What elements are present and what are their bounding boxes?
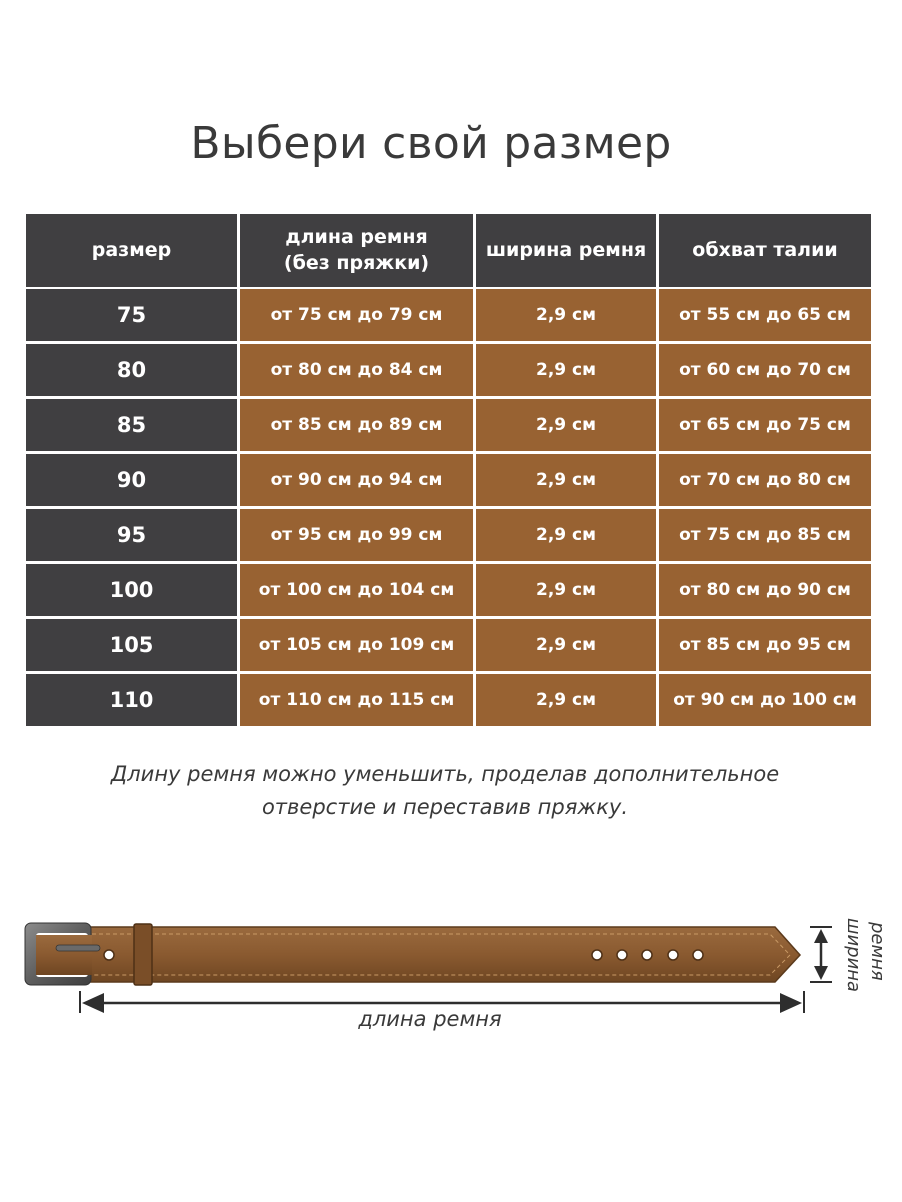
note-text [0,758,890,824]
size-cell: 85 [26,399,237,451]
width-cell: 2,9 см [476,399,656,451]
belt-hole [617,950,627,960]
waist-cell: от 60 см до 70 см [659,344,871,396]
table-row [26,454,871,509]
width-label-line2: ремня [867,922,888,981]
waist-cell: от 80 см до 90 см [659,564,871,616]
header-length-line2: (без пряжки) [283,251,430,274]
table-row [26,289,871,344]
width-cell: 2,9 см [476,674,656,726]
size-cell: 90 [26,454,237,506]
buckle-icon [25,923,100,985]
belt-hole [104,950,114,960]
header-waist: обхват талии [659,214,871,287]
length-cell: от 105 см до 109 см [240,619,473,671]
width-cell: 2,9 см [476,509,656,561]
header-length [240,214,473,287]
length-cell: от 75 см до 79 см [240,289,473,341]
waist-cell: от 75 см до 85 см [659,509,871,561]
size-cell: 110 [26,674,237,726]
width-label-line1: ширина [843,918,864,993]
waist-cell: от 90 см до 100 см [659,674,871,726]
belt-hole [693,950,703,960]
note-line1: Длину ремня можно уменьшить, проделав дополнительное [110,762,780,786]
width-cell: 2,9 см [476,619,656,671]
length-cell: от 100 см до 104 см [240,564,473,616]
length-cell: от 85 см до 89 см [240,399,473,451]
waist-cell: от 65 см до 75 см [659,399,871,451]
width-cell: 2,9 см [476,344,656,396]
size-table [26,214,871,729]
table-row [26,674,871,729]
note-line2: отверстие и переставив пряжку. [261,795,629,819]
belt-hole [592,950,602,960]
header-length-line1: длина ремня [285,225,428,248]
table-row [26,344,871,399]
waist-cell: от 70 см до 80 см [659,454,871,506]
length-cell: от 90 см до 94 см [240,454,473,506]
table-row [26,399,871,454]
size-cell: 100 [26,564,237,616]
waist-cell: от 55 см до 65 см [659,289,871,341]
length-label: длина ремня [358,1007,502,1031]
size-cell: 105 [26,619,237,671]
length-cell: от 110 см до 115 см [240,674,473,726]
belt-hole [668,950,678,960]
width-cell: 2,9 см [476,289,656,341]
belt-hole [642,950,652,960]
width-cell: 2,9 см [476,454,656,506]
table-row [26,509,871,564]
size-cell: 95 [26,509,237,561]
waist-cell: от 85 см до 95 см [659,619,871,671]
width-cell: 2,9 см [476,564,656,616]
belt-keeper [134,924,152,985]
table-row [26,619,871,674]
header-size: размер [26,214,237,287]
width-label [820,910,902,993]
header-width: ширина ремня [476,214,656,287]
size-cell: 80 [26,344,237,396]
page-title: Выбери свой размер [190,118,672,169]
length-cell: от 95 см до 99 см [240,509,473,561]
size-cell: 75 [26,289,237,341]
table-row [26,564,871,619]
table-header-row [26,214,871,287]
length-cell: от 80 см до 84 см [240,344,473,396]
